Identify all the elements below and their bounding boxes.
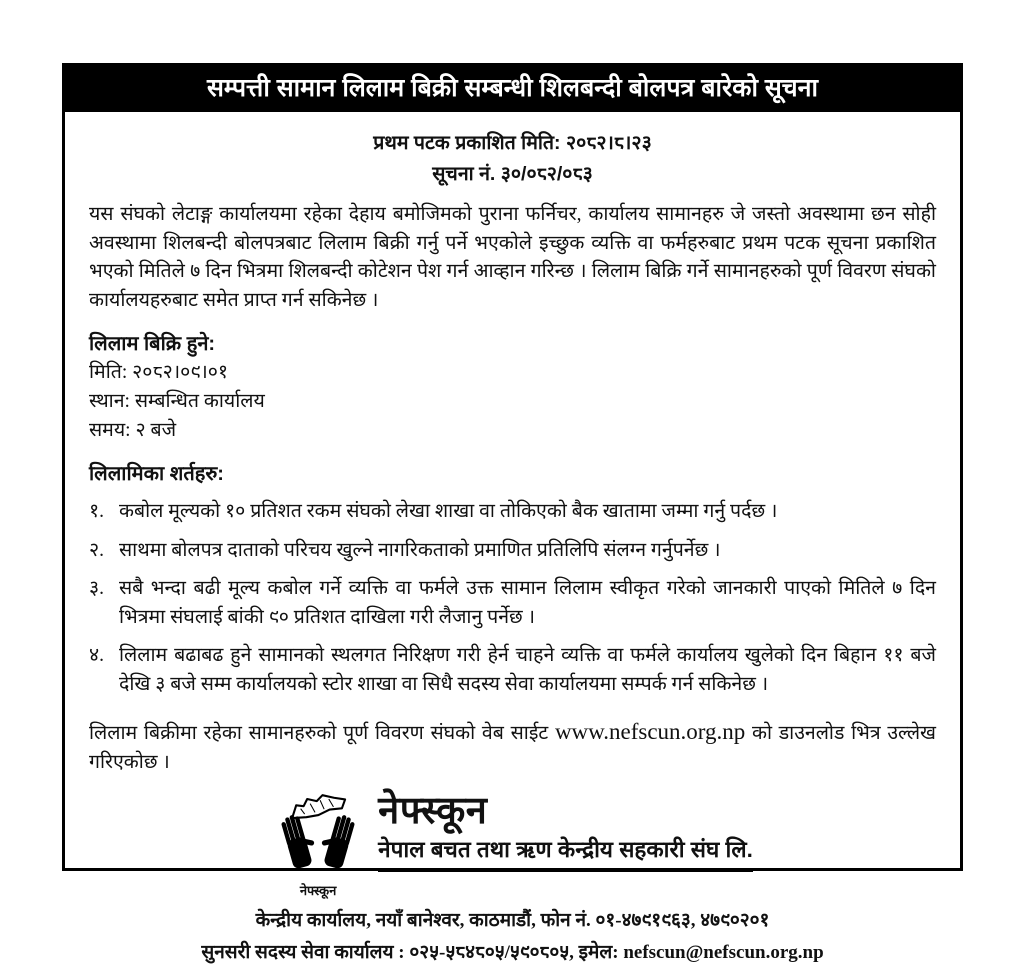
brand-name: नेफ्स्कून <box>378 790 488 832</box>
term-item <box>89 537 936 566</box>
term-number: ३. <box>89 578 105 599</box>
branch-office-line: सुनसरी सदस्य सेवा कार्यालय : ०२५-५८४८०५/५९०८०५, इमेल: nefscun@nefscun.org.np <box>201 942 824 963</box>
notice-title: सम्पत्ती सामान लिलाम बिक्री सम्बन्धी शिलबन्दी बोलपत्र बारेको सूचना <box>206 74 819 102</box>
sale-date-line: मिति: २०८२।०९।०१ <box>89 362 229 383</box>
term-text: सबै भन्दा बढी मूल्य कबोल गर्ने व्यक्ति वा फर्मले उक्त सामान लिलाम स्वीकृत गरेको जानकारी पाएको मितिले ७ दिन भित्रमा संघलाई बांकी ९० प्रतिशत दाखिला गरी लैजानु पर्नेछ । <box>119 578 936 628</box>
term-item <box>89 642 936 699</box>
sale-section-heading: लिलाम बिक्रि हुने: <box>89 333 216 355</box>
intro-paragraph: यस संघको लेटाङ्ग कार्यालयमा रहेका देहाय बमोजिमको पुराना फर्निचर, कार्यालय सामानहरु जे जस्तो अवस्थामा छन सोही अवस्थामा शिलबन्दी बोलपत्रबाट लिलाम बिक्री गर्नु पर्ने भएकोले इच्छुक व्यक्ति वा फर्महरुबाट प्रथम पटक सूचना प्रकाशित भएको मितिले ७ दिन भित्रमा शिलबन्दी कोटेशन पेश गर्न आव्हान गरिन्छ । लिलाम बिक्रि गर्ने सामानहरुको पूर्ण विवरण संघको कार्यालयहरुबाट समेत प्राप्त गर्न सकिनेछ । <box>89 204 936 311</box>
brand-block <box>89 787 936 899</box>
term-number: ४. <box>89 645 105 666</box>
nefscun-logo <box>272 787 364 899</box>
term-text: साथमा बोलपत्र दाताको परिचय खुल्ने नागरिकताको प्रमाणित प्रतिलिपि संलग्न गर्नुपर्नेछ । <box>119 539 721 561</box>
hands-holding-nepal-map-icon <box>274 787 362 883</box>
terms-list <box>89 498 936 699</box>
head-office-line: केन्द्रीय कार्यालय, नयाँ बानेश्वर, काठमाडौं, फोन नं. ०१-४७९१९६३, ४७९०२०१ <box>255 910 770 931</box>
term-item <box>89 575 936 632</box>
notice-sheet <box>62 63 963 963</box>
brand-subtitle: नेपाल बचत तथा ऋण केन्द्रीय सहकारी संघ लि. <box>378 835 753 872</box>
term-number: २. <box>89 539 105 561</box>
terms-section-heading: लिलामिका शर्तहरु: <box>89 463 224 485</box>
closing-text-after: को डाउनलोड भित्र उल्लेख गरिएकोछ । <box>89 723 936 773</box>
term-number: १. <box>89 501 105 522</box>
sale-place-line: स्थान: सम्बन्धित कार्यालय <box>89 391 265 412</box>
published-date-line: प्रथम पटक प्रकाशित मिति: २०८२।८।२३ <box>373 132 652 154</box>
term-text: लिलाम बढाबढ हुने सामानको स्थलगत निरिक्षण गरी हेर्न चाहने व्यक्ति वा फर्मले कार्यालय खुलेको दिन बिहान ११ बजे देखि ३ बजे सम्म कार्यालयको स्टोर शाखा वा सिधै सदस्य सेवा कार्यालयमा सम्पर्क गर्न सकिनेछ । <box>119 645 937 695</box>
closing-paragraph <box>89 717 936 777</box>
closing-text-before: लिलाम बिक्रीमा रहेका सामानहरुको पूर्ण विवरण संघको वेब साईट <box>89 723 555 744</box>
logo-caption: नेफ्स्कून <box>299 883 337 898</box>
term-item <box>89 498 936 527</box>
term-text: कबोल मूल्यको १० प्रतिशत रकम संघको लेखा शाखा वा तोकिएको बैक खातामा जम्मा गर्नु पर्दछ । <box>119 501 778 522</box>
sale-time-line: समय: २ बजे <box>89 420 177 441</box>
website-url: www.nefscun.org.np <box>554 719 746 744</box>
notice-title-bar <box>64 65 961 112</box>
brand-text <box>378 787 753 872</box>
contact-footer <box>89 905 936 969</box>
notice-number-line: सूचना नं. ३०/०८२/०८३ <box>432 163 593 185</box>
notice-content <box>65 112 960 969</box>
